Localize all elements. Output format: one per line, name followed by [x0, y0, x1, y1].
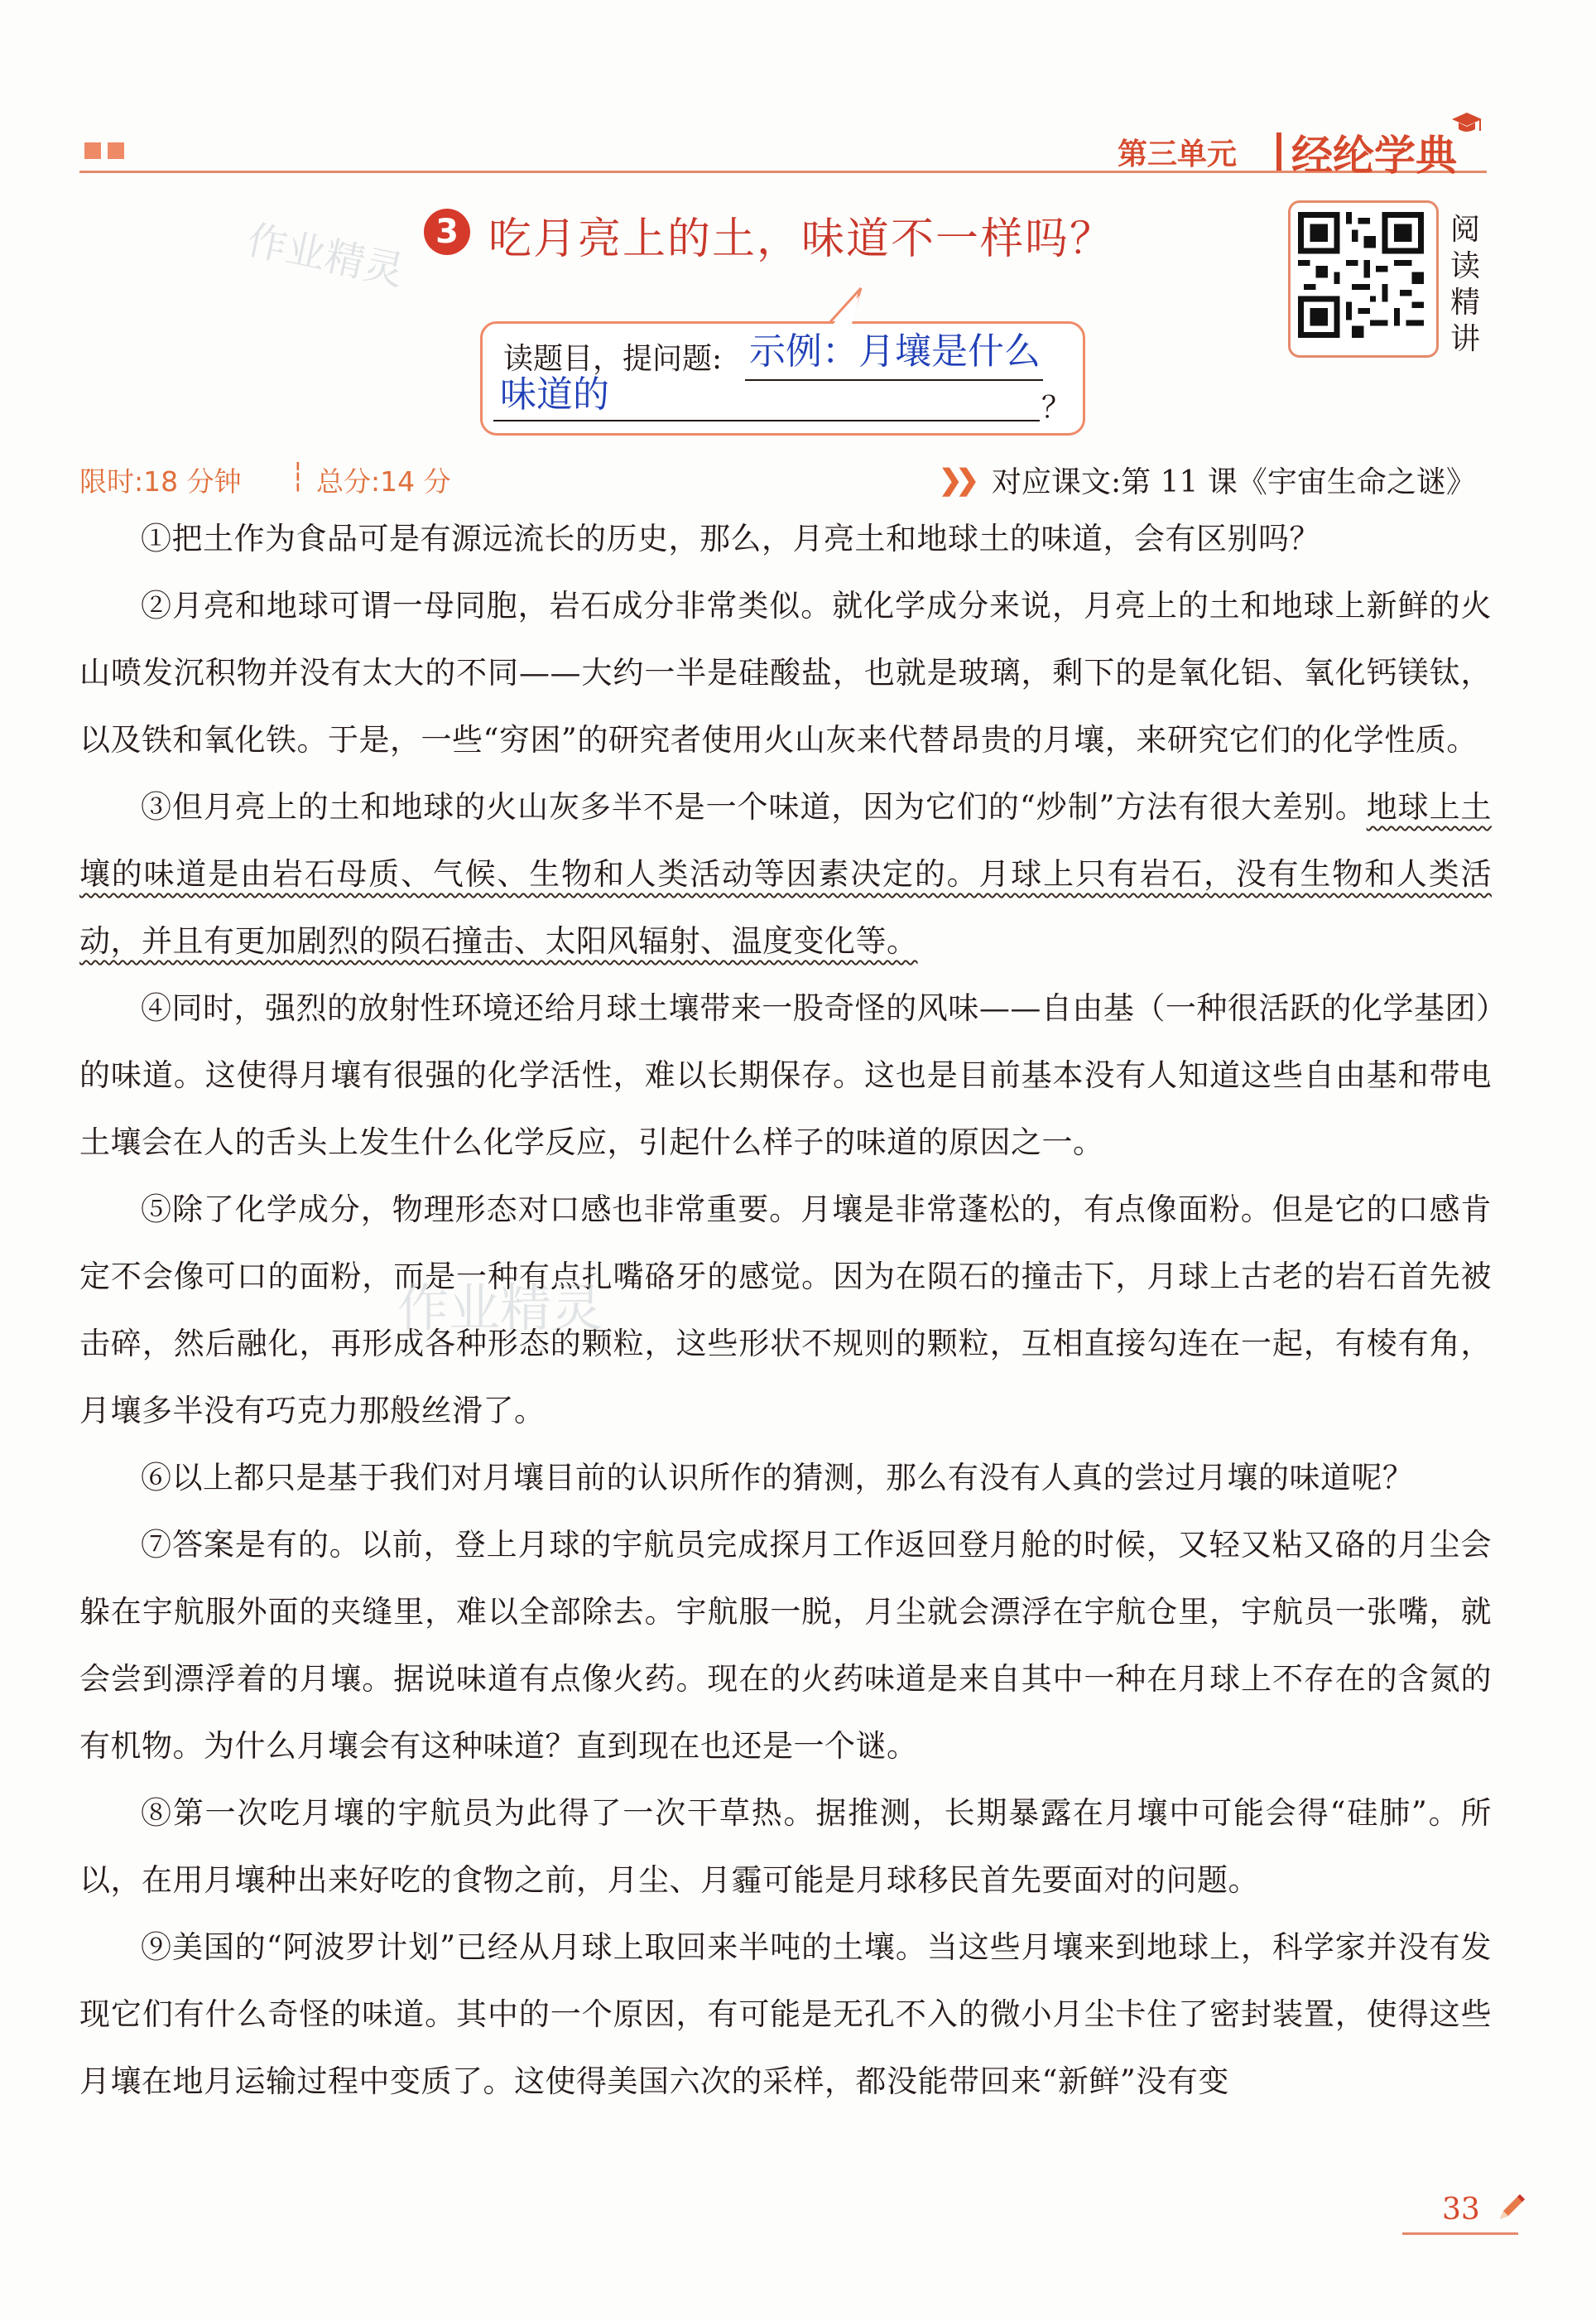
double-chevron-icon: ❯❯	[939, 464, 973, 497]
handwritten-answer-line-2: 味道的	[500, 373, 609, 416]
paragraph-1: ①把土作为食品可是有源远流长的历史，那么，月亮土和地球土的味道，会有区别吗？	[141, 521, 1320, 556]
textbook-reference: 对应课文:第 11 课《宇宙生命之谜》	[992, 465, 1476, 499]
watermark-body: 作业精灵	[397, 1278, 603, 1338]
page-number: 33	[1442, 2193, 1480, 2227]
paragraph-4: ④同时，强烈的放射性环境还给月球土壤带来一股奇怪的风味——自由基（一种很活跃的化学基团）的味道。这使得月壤有很强的化学活性，难以长期保存。这也是目前基本没有人知道这些自由基和带电土壤会在人的舌头上发生什么化学反应，引起什么样子的味道的原因之一。	[79, 990, 1492, 1160]
brand-divider	[1276, 132, 1281, 171]
paragraph-8: ⑧第一次吃月壤的宇航员为此得了一次干草热。据推测，长期暴露在月壤中可能会得“硅肺”。所以，在用月壤种出来好吃的食物之前，月尘、月霾可能是月球移民首先要面对的问题。	[79, 1795, 1492, 1898]
paragraph-3-text: ③但月亮上的土和地球的火山灰多半不是一个味道，因为它们的“炒制”方法有很大差别。	[141, 789, 1367, 825]
qr-label: 阅读精讲	[1450, 213, 1481, 356]
page-title: 吃月亮上的土，味道不一样吗？	[488, 214, 1115, 264]
page-number-rule	[1402, 2232, 1518, 2235]
lesson-number-badge: 3	[424, 209, 470, 255]
handwritten-answer-line-1: 示例：月壤是什么	[749, 330, 1041, 373]
unit-label: 第三单元	[1118, 137, 1238, 171]
article-body	[79, 505, 1492, 2115]
brand-logo: 经纶学典	[1291, 132, 1457, 180]
paragraph-2: ②月亮和地球可谓一母同胞，岩石成分非常类似。就化学成分来说，月亮上的土和地球上新鲜的火山喷发沉积物并没有太大的不同——大约一半是硅酸盐，也就是玻璃，剩下的是氧化铝、氧化钙镁钛，以及铁和氧化铁。于是，一些“穷困”的研究者使用火山灰来代替昂贵的月壤，来研究它们的化学性质。	[79, 588, 1492, 758]
wavy-underlined-sentence: 地球上土壤的味道是由岩石母质、气候、生物和人类活动等因素决定的。月球上只有岩石，没有生物和人类活动，并且有更加剧烈的陨石撞击、太阳风辐射、温度变化等。	[79, 789, 1492, 959]
header-decoration	[84, 142, 124, 159]
graduation-cap-icon	[1450, 109, 1483, 137]
paragraph-5: ⑤除了化学成分，物理形态对口感也非常重要。月壤是非常蓬松的，有点像面粉。但是它的口感肯定不会像可口的面粉，而是一种有点扎嘴硌牙的感觉。因为在陨石的撞击下，月球上古老的岩石首先被击碎，然后融化，再形成各种形态的颗粒，这些形状不规则的颗粒，互相直接勾连在一起，有棱有角，月壤多半没有巧克力那般丝滑了。	[79, 1192, 1492, 1428]
question-prompt: 读题目，提问题:	[503, 342, 723, 376]
header-rule	[79, 171, 1487, 173]
qr-code-icon[interactable]	[1298, 212, 1424, 338]
meta-separator: ┆	[290, 460, 306, 493]
question-mark: ？	[1041, 391, 1072, 425]
answer-underline-2	[493, 420, 1040, 421]
paragraph-7: ⑦答案是有的。以前，登上月球的宇航员完成探月工作返回登月舱的时候，又轻又粘又硌的月尘会躲在宇航服外面的夹缝里，难以全部除去。宇航服一脱，月尘就会漂浮在宇航仓里，宇航员一张嘴，就会尝到漂浮着的月壤。据说味道有点像火药。现在的火药味道是来自其中一种在月球上不存在的含氮的有机物。为什么月壤会有这种味道？直到现在也还是一个谜。	[79, 1527, 1492, 1764]
answer-underline-1	[745, 379, 1043, 381]
paragraph-3	[79, 773, 1492, 975]
time-limit: 限时:18 分钟	[79, 465, 242, 498]
pencil-icon	[1495, 2191, 1528, 2224]
watermark: 作业精灵	[243, 216, 408, 296]
paragraph-9: ⑨美国的“阿波罗计划”已经从月球上取回来半吨的土壤。当这些月壤来到地球上，科学家并没有发现它们有什么奇怪的味道。其中的一个原因，有可能是无孔不入的微小月尘卡住了密封装置，使得这些月壤在地月运输过程中变质了。这使得美国六次的采样，都没能带回来“新鲜”没有变	[79, 1929, 1492, 2099]
paragraph-6: ⑥以上都只是基于我们对月壤目前的认识所作的猜测，那么有没有人真的尝过月壤的味道呢？	[141, 1460, 1414, 1495]
total-score: 总分:14 分	[316, 465, 451, 498]
